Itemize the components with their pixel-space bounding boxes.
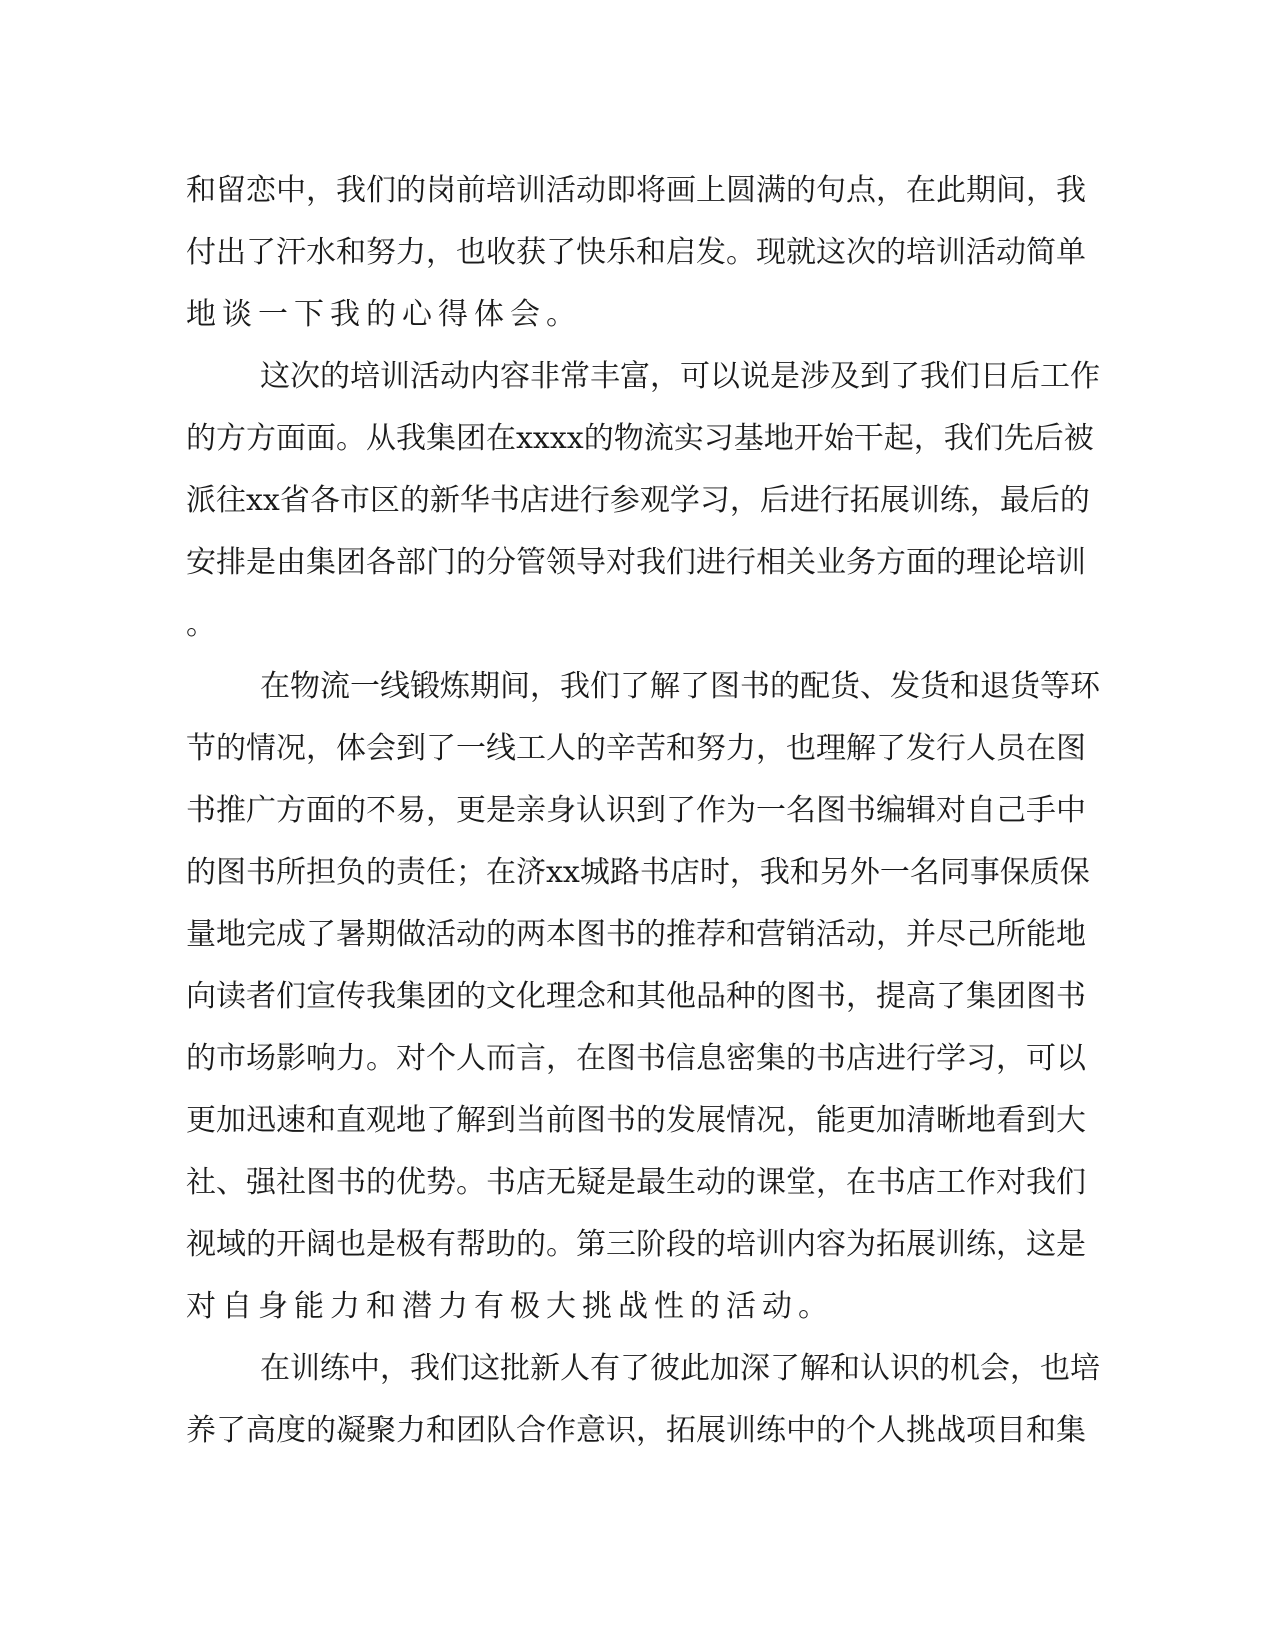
text-line: 的 方 方 面 面 。 从 我 集 团 在 xxxx 的 物 流 实 习 基 地 开 始 干 起 ， 我 们 先 后 被 [186,421,1094,456]
text-line: 节 的 情 况 ， 体 会 到 了 一 线 工 人 的 辛 苦 和 努 力 ， 也 理 解 了 发 行 人 员 在 图 [186,731,1086,766]
text-line: 书 推 广 方 面 的 不 易 ， 更 是 亲 身 认 识 到 了 作 为 一 名 图 书 编 辑 对 自 己 手 中 [186,793,1086,828]
text-line: 派 往 xx 省 各 市 区 的 新 华 书 店 进 行 参 观 学 习 ， 后 进 行 拓 展 训 练 ， 最 后 的 [186,483,1090,518]
text-line: 。 [186,607,216,642]
text-line: 和 留 恋 中 ， 我 们 的 岗 前 培 训 活 动 即 将 画 上 圆 满 的 句 点 ， 在 此 期 间 ， 我 [186,173,1086,208]
text-line: 养 了 高 度 的 凝 聚 力 和 团 队 合 作 意 识 ， 拓 展 训 练 中 的 个 人 挑 战 项 目 和 集 [186,1413,1086,1448]
text-line: 量 地 完 成 了 暑 期 做 活 动 的 两 本 图 书 的 推 荐 和 营 销 活 动 ， 并 尽 己 所 能 地 [186,917,1086,952]
text-line: 的 图 书 所 担 负 的 责 任 ； 在 济 xx 城 路 书 店 时 ， 我 和 另 外 一 名 同 事 保 质 保 [186,855,1090,890]
body-text [186,160,1100,1462]
text-line: 的 市 场 影 响 力 。 对 个 人 而 言 ， 在 图 书 信 息 密 集 的 书 店 进 行 学 习 ， 可 以 [186,1041,1086,1076]
text-line: 地 谈 一 下 我 的 心 得 体 会 。 [186,297,576,332]
text-line: 在 物 流 一 线 锻 炼 期 间 ， 我 们 了 解 了 图 书 的 配 货 、 发 货 和 退 货 等 环 [260,669,1100,704]
text-line: 对 自 身 能 力 和 潜 力 有 极 大 挑 战 性 的 活 动 。 [186,1289,828,1324]
text-line: 付 出 了 汗 水 和 努 力 ， 也 收 获 了 快 乐 和 启 发 。 现 就 这 次 的 培 训 活 动 简 单 [186,235,1086,270]
text-line: 在 训 练 中 ， 我 们 这 批 新 人 有 了 彼 此 加 深 了 解 和 认 识 的 机 会 ， 也 培 [260,1351,1100,1386]
text-line: 向 读 者 们 宣 传 我 集 团 的 文 化 理 念 和 其 他 品 种 的 图 书 ， 提 高 了 集 团 图 书 [186,979,1086,1014]
text-line: 视 域 的 开 阔 也 是 极 有 帮 助 的 。 第 三 阶 段 的 培 训 内 容 为 拓 展 训 练 ， 这 是 [186,1227,1086,1262]
text-line: 社 、 强 社 图 书 的 优 势 。 书 店 无 疑 是 最 生 动 的 课 堂 ， 在 书 店 工 作 对 我 们 [186,1165,1086,1200]
text-line: 安 排 是 由 集 团 各 部 门 的 分 管 领 导 对 我 们 进 行 相 关 业 务 方 面 的 理 论 培 训 [186,545,1086,580]
text-line: 这 次 的 培 训 活 动 内 容 非 常 丰 富 ， 可 以 说 是 涉 及 到 了 我 们 日 后 工 作 [260,359,1100,394]
text-line: 更 加 迅 速 和 直 观 地 了 解 到 当 前 图 书 的 发 展 情 况 ， 能 更 加 清 晰 地 看 到 大 [186,1103,1086,1138]
